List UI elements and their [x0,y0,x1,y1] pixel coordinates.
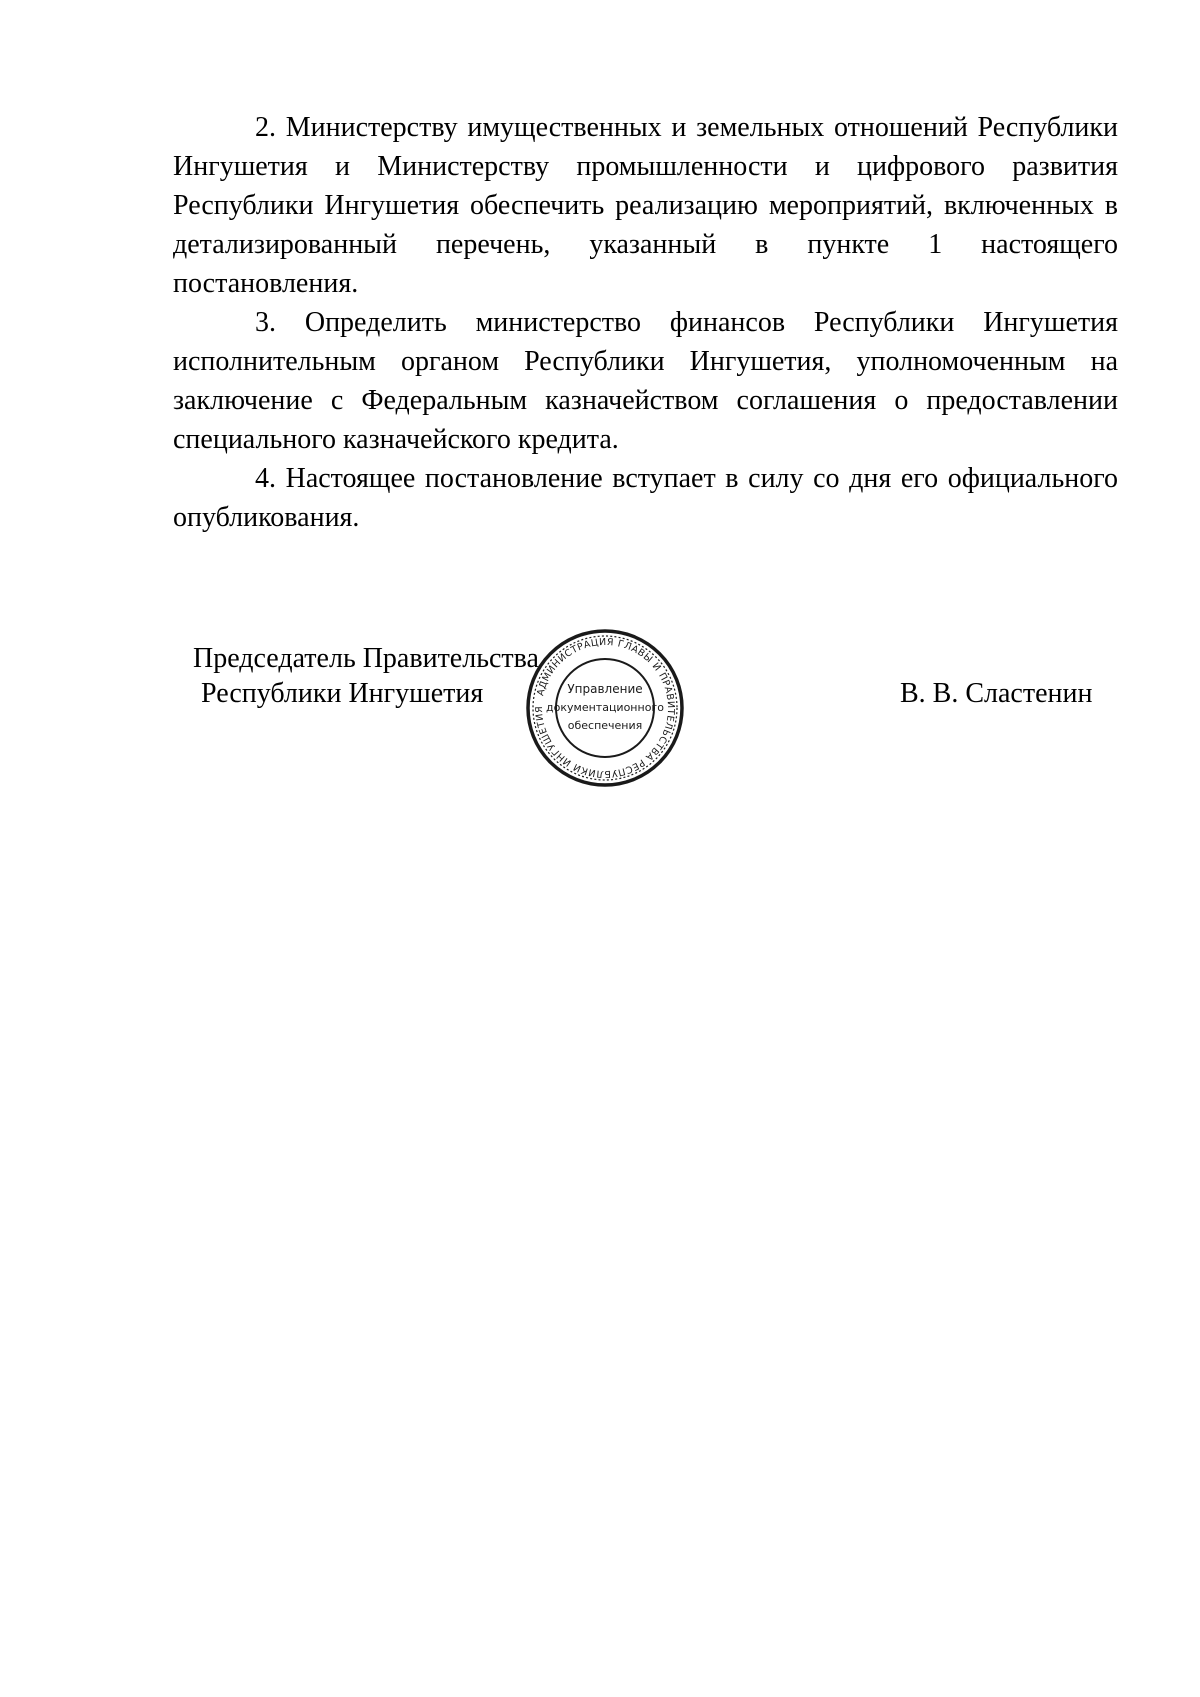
stamp-inner-line3: обеспечения [567,719,643,732]
signer-title-line2: Республики Ингушетия [201,678,484,709]
stamp-inner-line2: документационного [546,701,664,714]
signer-name: В. В. Сластенин [900,678,1093,709]
stamp-inner-line1: Управление [567,682,643,696]
svg-text:АДМИНИСТРАЦИЯ ГЛАВЫ И ПРАВИТЕЛ [534,637,676,779]
paragraph-2: 2. Министерству имущественных и земельных отношений Республики Ингушетия и Министерству промышленности и цифрового развития Республики Ингушетия обеспечить реализацию мероприятий, включенных в детализированный перечень, указанный в пункте 1 настоящего постановления. [173,112,1118,299]
signer-title-line1: Председатель Правительства [193,643,539,674]
paragraph-4: 4. Настоящее постановление вступает в силу со дня его официального опубликования. [173,463,1118,533]
paragraph-3: 3. Определить министерство финансов Республики Ингушетия исполнительным органом Республики Ингушетия, уполномоченным на заключение с Федеральным казначейством соглашения о предоставлении специального казначейского кредита. [173,307,1118,455]
official-stamp [524,627,686,789]
stamp-outer-text: АДМИНИСТРАЦИЯ ГЛАВЫ И ПРАВИТЕЛЬСТВА РЕСПУБЛИКИ ИНГУШЕТИЯ [533,636,677,780]
document-body [173,108,1118,537]
